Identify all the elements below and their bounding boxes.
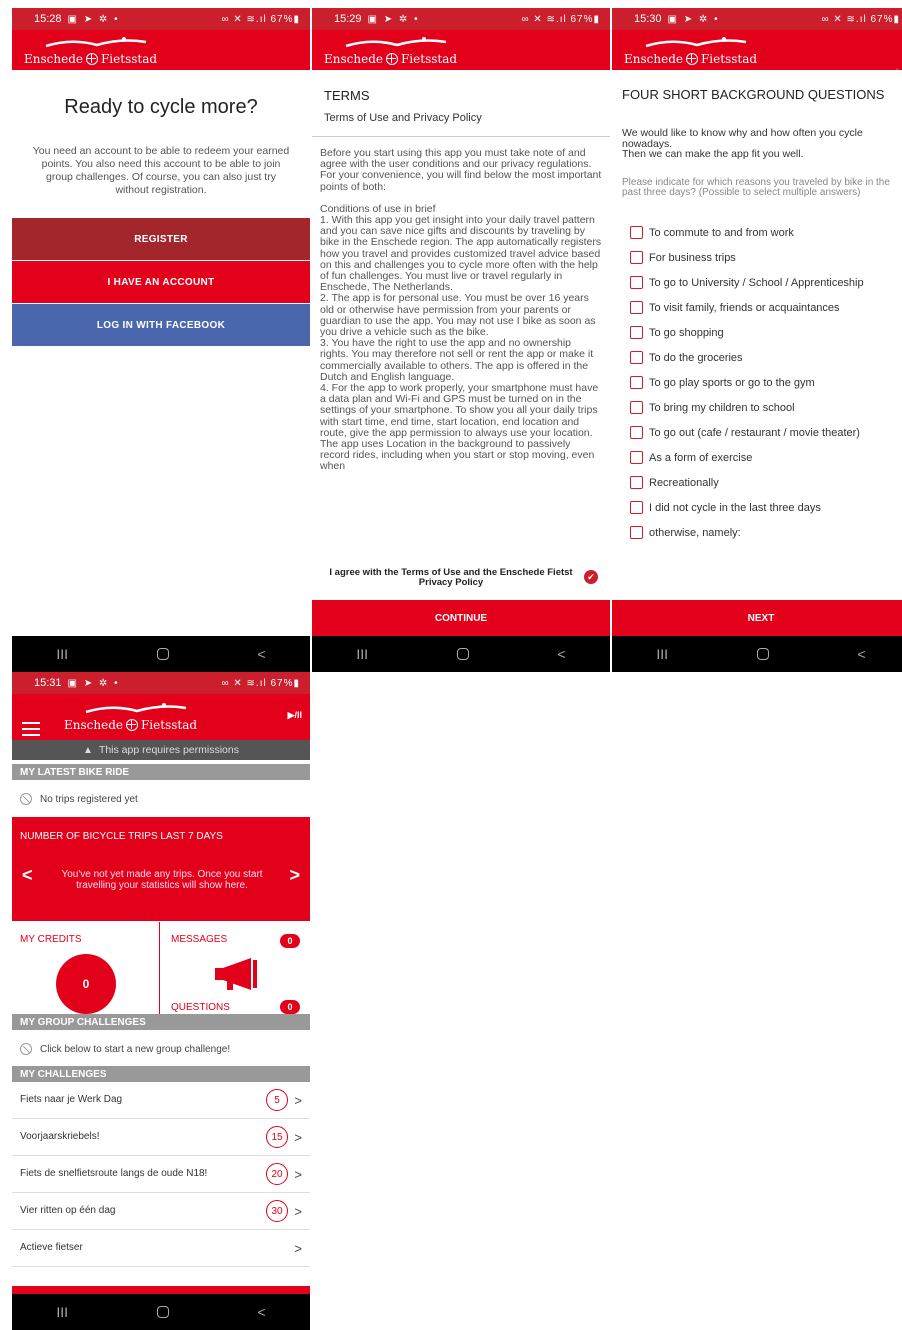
challenge-title: Actieve fietser [20,1242,83,1253]
reason-option-label: As a form of exercise [649,451,753,464]
android-nav-bar [612,636,902,672]
home-button[interactable] [157,1306,169,1318]
checkbox-icon[interactable] [630,251,643,264]
chevron-right-icon: > [294,1203,302,1219]
app-bar [312,30,610,70]
status-bar [12,672,310,694]
home-button[interactable] [457,648,469,660]
brand-name-right: Fietsstad [700,52,758,66]
status-bar [12,8,310,30]
facebook-login-button[interactable]: LOG IN WITH FACEBOOK [12,304,310,346]
questions-count-badge: 0 [280,1000,300,1014]
chevron-right-icon: > [294,1240,302,1256]
handlebar-icon [642,36,752,50]
status-time: 15:31 [34,677,62,689]
challenge-title: Vier ritten op één dag [20,1205,116,1216]
trips-panel [12,817,310,921]
brand-logo [324,36,474,68]
checkbox-icon[interactable] [630,351,643,364]
reason-option[interactable] [630,295,902,320]
android-nav-bar [12,636,310,672]
hamburger-menu-icon[interactable] [22,722,40,736]
divider [312,136,610,137]
status-right-icons: ∞ ✕ ≋.ıl 67%▮ [221,13,300,25]
checkbox-icon[interactable] [630,276,643,289]
group-empty-text: Click below to start a new group challenge! [40,1043,231,1055]
megaphone-icon [213,956,263,992]
status-icons: ▣ ➤ ✲ • [67,13,120,25]
have-account-button[interactable]: I HAVE AN ACCOUNT [12,261,310,303]
reason-option-label: To go shopping [649,326,724,339]
warning-icon: ▲ [83,744,93,756]
chevron-left-icon[interactable]: < [22,865,33,885]
reason-option[interactable] [630,470,902,495]
brand-logo [24,36,174,68]
screen-terms [312,8,610,672]
register-button[interactable]: REGISTER [12,218,310,260]
page-title: Ready to cycle more? [64,96,258,118]
recents-button[interactable]: III [56,646,69,662]
wheel-icon [86,53,98,65]
brand-name-left: Enschede [24,52,83,66]
challenge-title: Fiets naar je Werk Dag [20,1094,123,1105]
challenge-points-badge: 15 [266,1126,288,1148]
challenge-points-badge: 5 [266,1089,288,1111]
trips-message: You've not yet made any trips. Once you start travelling your statistics will show here. [61,869,263,891]
wheel-icon [686,53,698,65]
recents-button[interactable]: III [356,646,369,662]
reason-option-label: To do the groceries [649,351,743,364]
reason-option[interactable] [630,270,902,295]
brand-name-right: Fietsstad [140,718,198,732]
android-nav-bar [12,1294,310,1330]
screen-questions [612,8,902,672]
terms-text[interactable] [320,148,602,558]
prohibited-icon [20,1043,32,1055]
screen-login [12,8,310,672]
credits-label: MY CREDITS [20,934,82,945]
brand-name-right: Fietsstad [400,52,458,66]
reason-option[interactable] [630,370,902,395]
messages-tile[interactable] [161,922,310,1014]
checkbox-icon[interactable] [630,426,643,439]
page-title: TERMS [324,88,370,103]
terms-conditions: Conditions of use in brief 1. With this app you get insight into your daily travel pattern and you can save nice gifts and discounts by traveling by bike in the Enschede region. The app automatically registers how you travel and provides customized travel advice based on this and challenges you to cycle more often with the help of fun challenges. You must live or travel regularly in Enschede, The Netherlands. 2. The app is for personal use. You must be over 16 years old or otherwise have permission from your parents or guardian to use the app. You may not use I bike as soon as you drive a vehicle such as the bike. 3. You have the right to use the app and no ownership rights. You may therefore not sell or rent the app or make it commercially available to others. The app is offered in the Dutch and English language. 4. For the app to work properly, your smartphone must have a data plan and Wi-Fi and GPS must be turned on in the settings of your smartphone. To show you all your daily trips with start time, end time, start location, end location and route, give the app permission to always use your location. The app uses Location in the background to passively record rides, including when you start or stop moving, even when [320,202,602,473]
challenge-row[interactable] [12,1156,310,1193]
checkbox-icon[interactable] [630,326,643,339]
status-bar [612,8,902,30]
challenges-header: MY CHALLENGES [12,1066,310,1082]
reason-options [630,220,902,545]
chevron-right-icon: > [294,1166,302,1182]
continue-button[interactable]: CONTINUE [312,600,610,636]
brand-name-right: Fietsstad [100,52,158,66]
reason-option-label: To go to University / School / Apprenticeship [649,276,864,289]
app-bar [612,30,902,80]
status-right-icons: ∞ ✕ ≋.ıl 67%▮ [521,13,600,25]
handlebar-icon [42,36,152,50]
back-button[interactable]: < [857,646,866,662]
permission-banner[interactable] [12,740,310,760]
android-nav-bar [312,636,610,672]
challenge-title: Voorjaarskriebels! [20,1131,100,1142]
checkbox-icon[interactable] [630,526,643,539]
reason-option-label: I did not cycle in the last three days [649,501,821,514]
challenge-row[interactable] [12,1230,310,1267]
brand-name-left: Enschede [64,718,123,732]
reason-option[interactable] [630,320,902,345]
chevron-right-icon[interactable]: > [289,865,300,885]
checkbox-icon[interactable] [630,501,643,514]
recents-button[interactable]: III [56,1304,69,1320]
group-challenges-header: MY GROUP CHALLENGES [12,1014,310,1030]
reason-option-label: For business trips [649,251,736,264]
app-bar [12,30,310,70]
checkbox-icon[interactable] [630,301,643,314]
questions-intro: We would like to know why and how often you cycle nowadays. Then we can make the app fit you well. [622,127,863,160]
reason-option[interactable] [630,445,902,470]
checkbox-icon[interactable] [630,226,643,239]
prohibited-icon [20,793,32,805]
page-subtitle: Terms of Use and Privacy Policy [324,112,482,124]
back-button[interactable]: < [257,1304,266,1320]
credits-value: 0 [56,954,116,1014]
wheel-icon [386,53,398,65]
checkbox-icon[interactable] [630,376,643,389]
back-button[interactable]: < [557,646,566,662]
status-time: 15:28 [34,13,62,25]
handlebar-icon [342,36,452,50]
chevron-right-icon: > [294,1129,302,1145]
home-button[interactable] [157,648,169,660]
reason-option-label: To visit family, friends or acquaintances [649,301,840,314]
play-pause-button[interactable]: ▶/II [287,710,302,720]
page-description: You need an account to be able to redeem your earned points. You also need this account to be able to join group challenges. Of course, you can also just try without registration. [32,145,290,196]
latest-ride-header: MY LATEST BIKE RIDE [12,764,310,780]
checkbox-icon[interactable] [630,401,643,414]
status-right-icons: ∞ ✕ ≋.ıl 67%▮ [821,13,900,25]
app-bar [12,694,310,740]
agree-check-icon[interactable]: ✔ [584,570,598,584]
status-time: 15:29 [334,13,362,25]
reason-option[interactable] [630,520,902,545]
reason-option[interactable] [630,345,902,370]
status-right-icons: ∞ ✕ ≋.ıl 67%▮ [221,677,300,689]
messages-label: MESSAGES [171,934,228,945]
challenge-points-badge: 30 [266,1200,288,1222]
brand-logo [624,36,774,68]
trips-title: NUMBER OF BICYCLE TRIPS LAST 7 DAYS [20,831,223,842]
group-empty-row[interactable] [20,1043,230,1055]
challenge-row[interactable] [12,1082,310,1119]
checkbox-icon[interactable] [630,451,643,464]
challenge-points-badge: 20 [266,1163,288,1185]
reason-option-label: Recreationally [649,476,719,489]
screen-dashboard [12,672,310,1330]
challenge-row[interactable] [12,1119,310,1156]
messages-count-badge: 0 [280,934,300,948]
reason-option-label: otherwise, namely: [649,526,741,539]
cyclist-icon: ✶ [891,66,902,80]
reason-option[interactable] [630,420,902,445]
reason-option[interactable] [630,220,902,245]
brand-name-left: Enschede [624,52,683,66]
status-time: 15:30 [634,13,662,25]
reason-option-label: To bring my children to school [649,401,795,414]
questions-label: QUESTIONS [171,1002,230,1013]
brand-logo [64,702,214,734]
reason-option-label: To go out (cafe / restaurant / movie theater) [649,426,860,439]
reason-option[interactable] [630,395,902,420]
status-icons: ▣ ➤ ✲ • [367,13,420,25]
reason-option-label: To commute to and from work [649,226,794,239]
challenge-row[interactable] [12,1193,310,1230]
challenge-title: Fiets de snelfietsroute langs de oude N18! [20,1168,208,1179]
back-button[interactable]: < [257,646,266,662]
chevron-right-icon: > [294,1092,302,1108]
page-title: FOUR SHORT BACKGROUND QUESTIONS [622,87,885,102]
next-button[interactable]: NEXT [612,600,902,636]
question-prompt: Please indicate for which reasons you traveled by bike in the past three days? (Possible to select multiple answers) [622,177,890,198]
reason-option-label: To go play sports or go to the gym [649,376,815,389]
agree-label: I agree with the Terms of Use and the Enschede Fietst Privacy Policy [329,567,573,588]
no-trips-row [20,793,138,805]
checkbox-icon[interactable] [630,476,643,489]
terms-intro: Before you start using this app you must take note of and agree with the user conditions and our privacy regulations. For your convenience, you will find below the most important points of both: [320,148,602,193]
status-icons: ▣ ➤ ✲ • [667,13,720,25]
handlebar-icon [82,702,192,716]
no-trips-text: No trips registered yet [40,793,138,805]
brand-name-left: Enschede [324,52,383,66]
wheel-icon [126,719,138,731]
home-button[interactable] [757,648,769,660]
reason-option[interactable] [630,495,902,520]
recents-button[interactable]: III [656,646,669,662]
status-icons: ▣ ➤ ✲ • [67,677,120,689]
reason-option[interactable] [630,245,902,270]
permission-text: This app requires permissions [98,744,239,756]
bottom-accent-bar [12,1286,310,1294]
status-bar [312,8,610,30]
credits-tile[interactable] [12,922,160,1014]
